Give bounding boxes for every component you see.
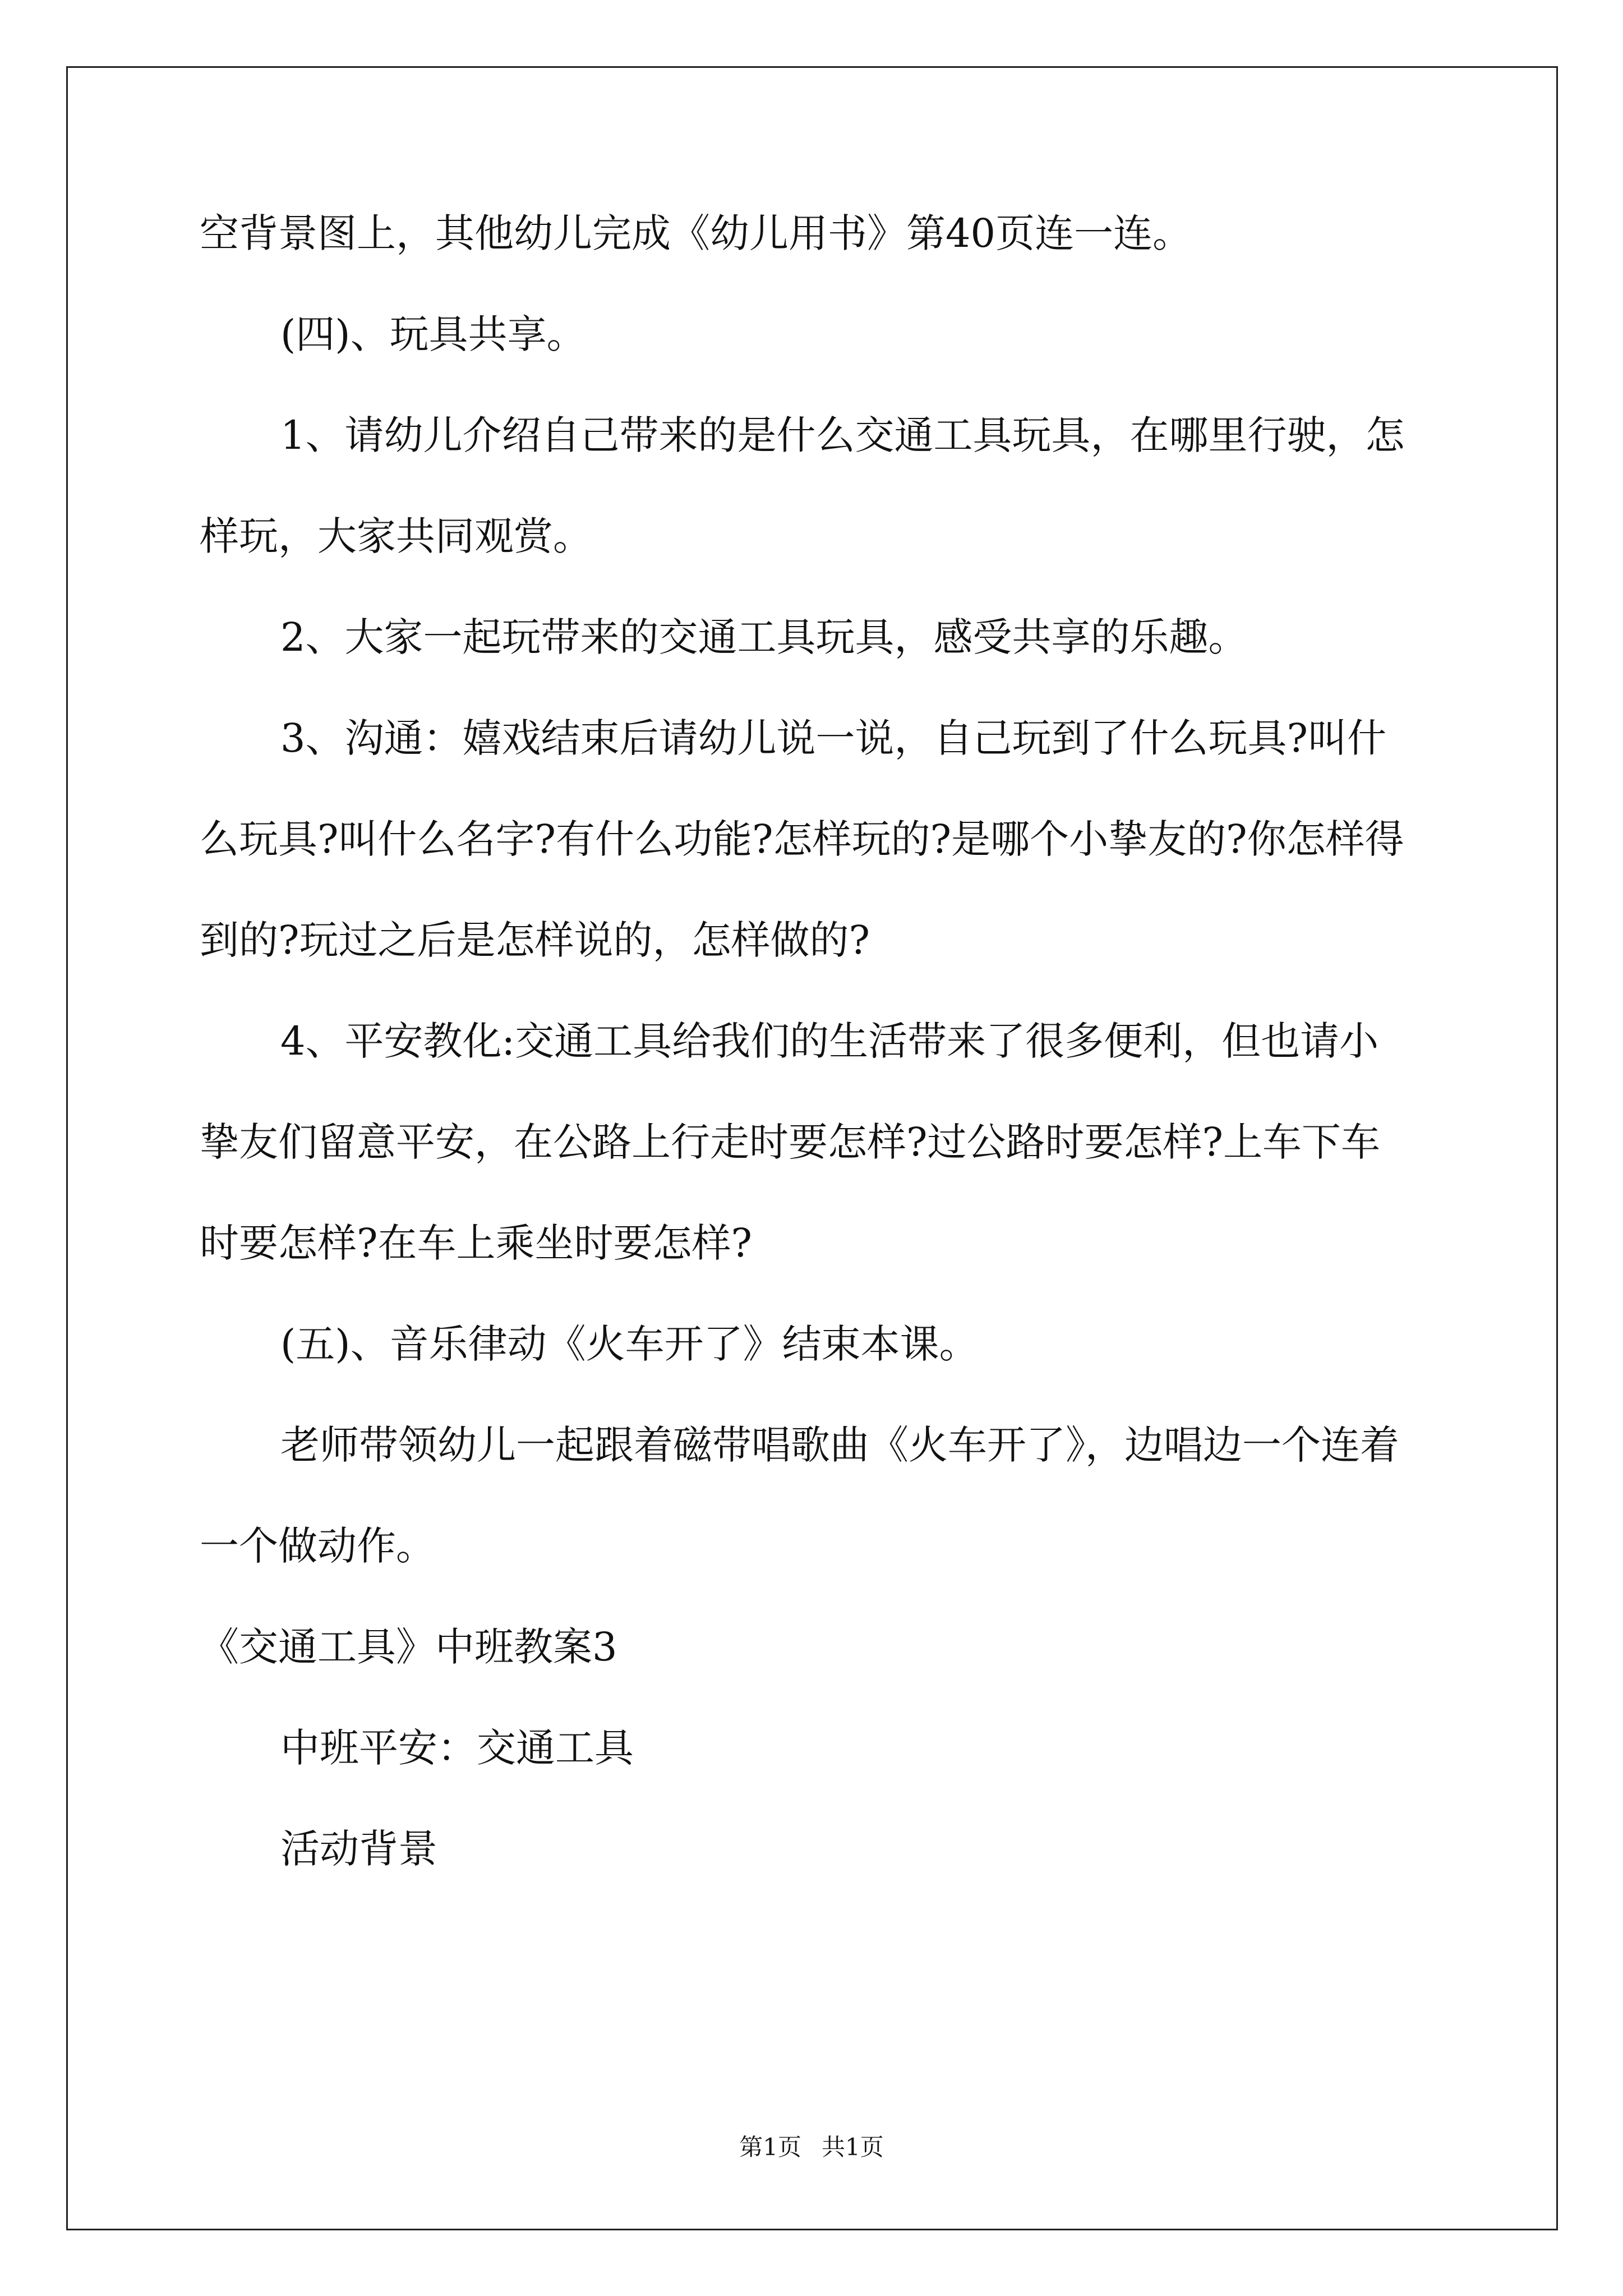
page-number: 第1页 bbox=[739, 2133, 801, 2161]
document-title: 《交通工具》中班教案3 bbox=[200, 1624, 617, 1670]
page-footer bbox=[0, 2131, 1623, 2164]
body-line: 时要怎样?在车上乘坐时要怎样? bbox=[200, 1220, 753, 1266]
body-line: 到的?玩过之后是怎样说的，怎样做的? bbox=[200, 917, 870, 963]
body-line: 4、平安教化:交通工具给我们的生活带来了很多便利，但也请小 bbox=[280, 1018, 1379, 1064]
section-heading: (四)、玩具共享。 bbox=[280, 311, 586, 357]
subtitle: 中班平安：交通工具 bbox=[280, 1725, 634, 1771]
body-line: 样玩，大家共同观赏。 bbox=[200, 513, 592, 559]
section-heading: (五)、音乐律动《火车开了》结束本课。 bbox=[280, 1321, 979, 1367]
page-total: 共1页 bbox=[822, 2133, 884, 2161]
section-heading: 活动背景 bbox=[280, 1826, 437, 1872]
body-line: 1、请幼儿介绍自己带来的是什么交通工具玩具，在哪里行驶，怎 bbox=[280, 412, 1405, 458]
body-line: 空背景图上，其他幼儿完成《幼儿用书》第40页连一连。 bbox=[200, 210, 1192, 256]
body-line: 么玩具?叫什么名字?有什么功能?怎样玩的?是哪个小挚友的?你怎样得 bbox=[200, 816, 1404, 862]
body-line: 3、沟通：嬉戏结束后请幼儿说一说，自己玩到了什么玩具?叫什 bbox=[280, 715, 1387, 761]
body-line: 2、大家一起玩带来的交通工具玩具，感受共享的乐趣。 bbox=[280, 614, 1248, 660]
body-line: 老师带领幼儿一起跟着磁带唱歌曲《火车开了》，边唱边一个连着 bbox=[280, 1422, 1399, 1468]
body-line: 挚友们留意平安，在公路上行走时要怎样?过公路时要怎样?上车下车 bbox=[200, 1119, 1381, 1165]
body-line: 一个做动作。 bbox=[200, 1523, 435, 1569]
